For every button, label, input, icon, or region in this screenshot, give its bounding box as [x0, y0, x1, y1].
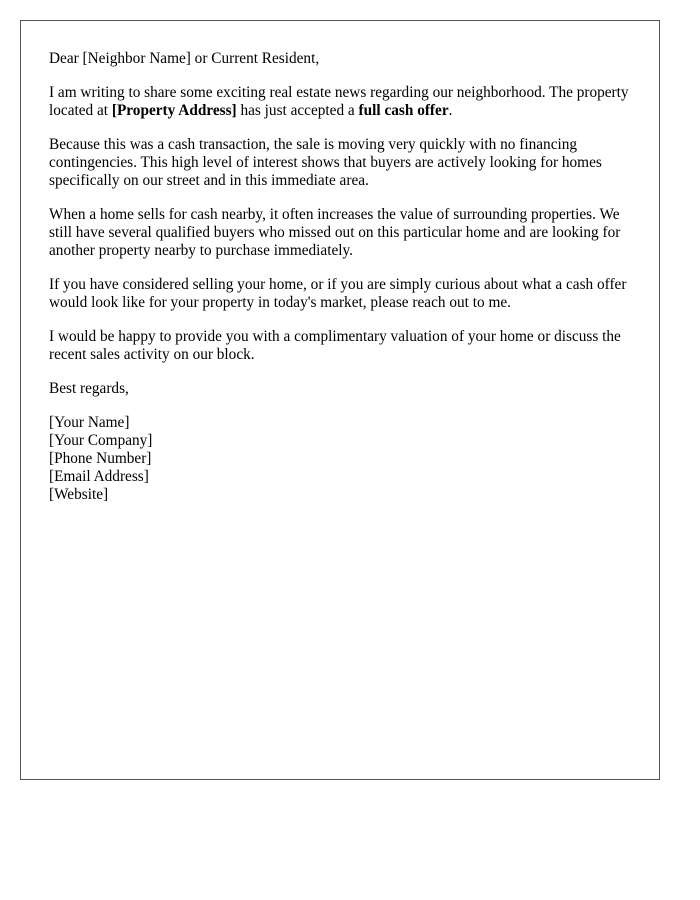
signature-block: [49, 414, 634, 504]
cash-offer-highlight: full cash offer: [358, 102, 449, 119]
signature-phone: [Phone Number]: [49, 450, 152, 467]
signature-website: [Website]: [49, 486, 109, 503]
paragraph-sale-news: [49, 84, 634, 120]
letter-closing: Best regards,: [49, 380, 129, 397]
signature-name: [Your Name]: [49, 414, 130, 431]
paragraph-sale-news-text: I am writing to share some exciting real estate news regarding our neighborhood. The property located at: [49, 84, 629, 119]
paragraph-valuation-offer: I would be happy to provide you with a complimentary valuation of your home or discuss the recent sales activity on our block.: [49, 328, 621, 363]
signature-email: [Email Address]: [49, 468, 149, 485]
letter-body: [49, 50, 634, 504]
paragraph-cash-transaction: Because this was a cash transaction, the sale is moving very quickly with no financing contingencies. This high level of interest shows that buyers are actively looking for homes specifically on our street and in this immediate area.: [49, 136, 602, 189]
letter-page: [20, 20, 660, 780]
paragraph-call-to-action: If you have considered selling your home, or if you are simply curious about what a cash offer would look like for your property in today's market, please reach out to me.: [49, 276, 627, 311]
signature-company: [Your Company]: [49, 432, 153, 449]
paragraph-sale-news-text-2: has just accepted a: [236, 102, 359, 119]
property-address-placeholder: [Property Address]: [111, 102, 237, 119]
paragraph-property-value: When a home sells for cash nearby, it often increases the value of surrounding properties. We still have several qualified buyers who missed out on this particular home and are looking for another property nearby to purchase immediately.: [49, 206, 621, 259]
paragraph-sale-news-end: .: [448, 102, 453, 119]
letter-greeting: Dear [Neighbor Name] or Current Resident,: [49, 50, 320, 67]
